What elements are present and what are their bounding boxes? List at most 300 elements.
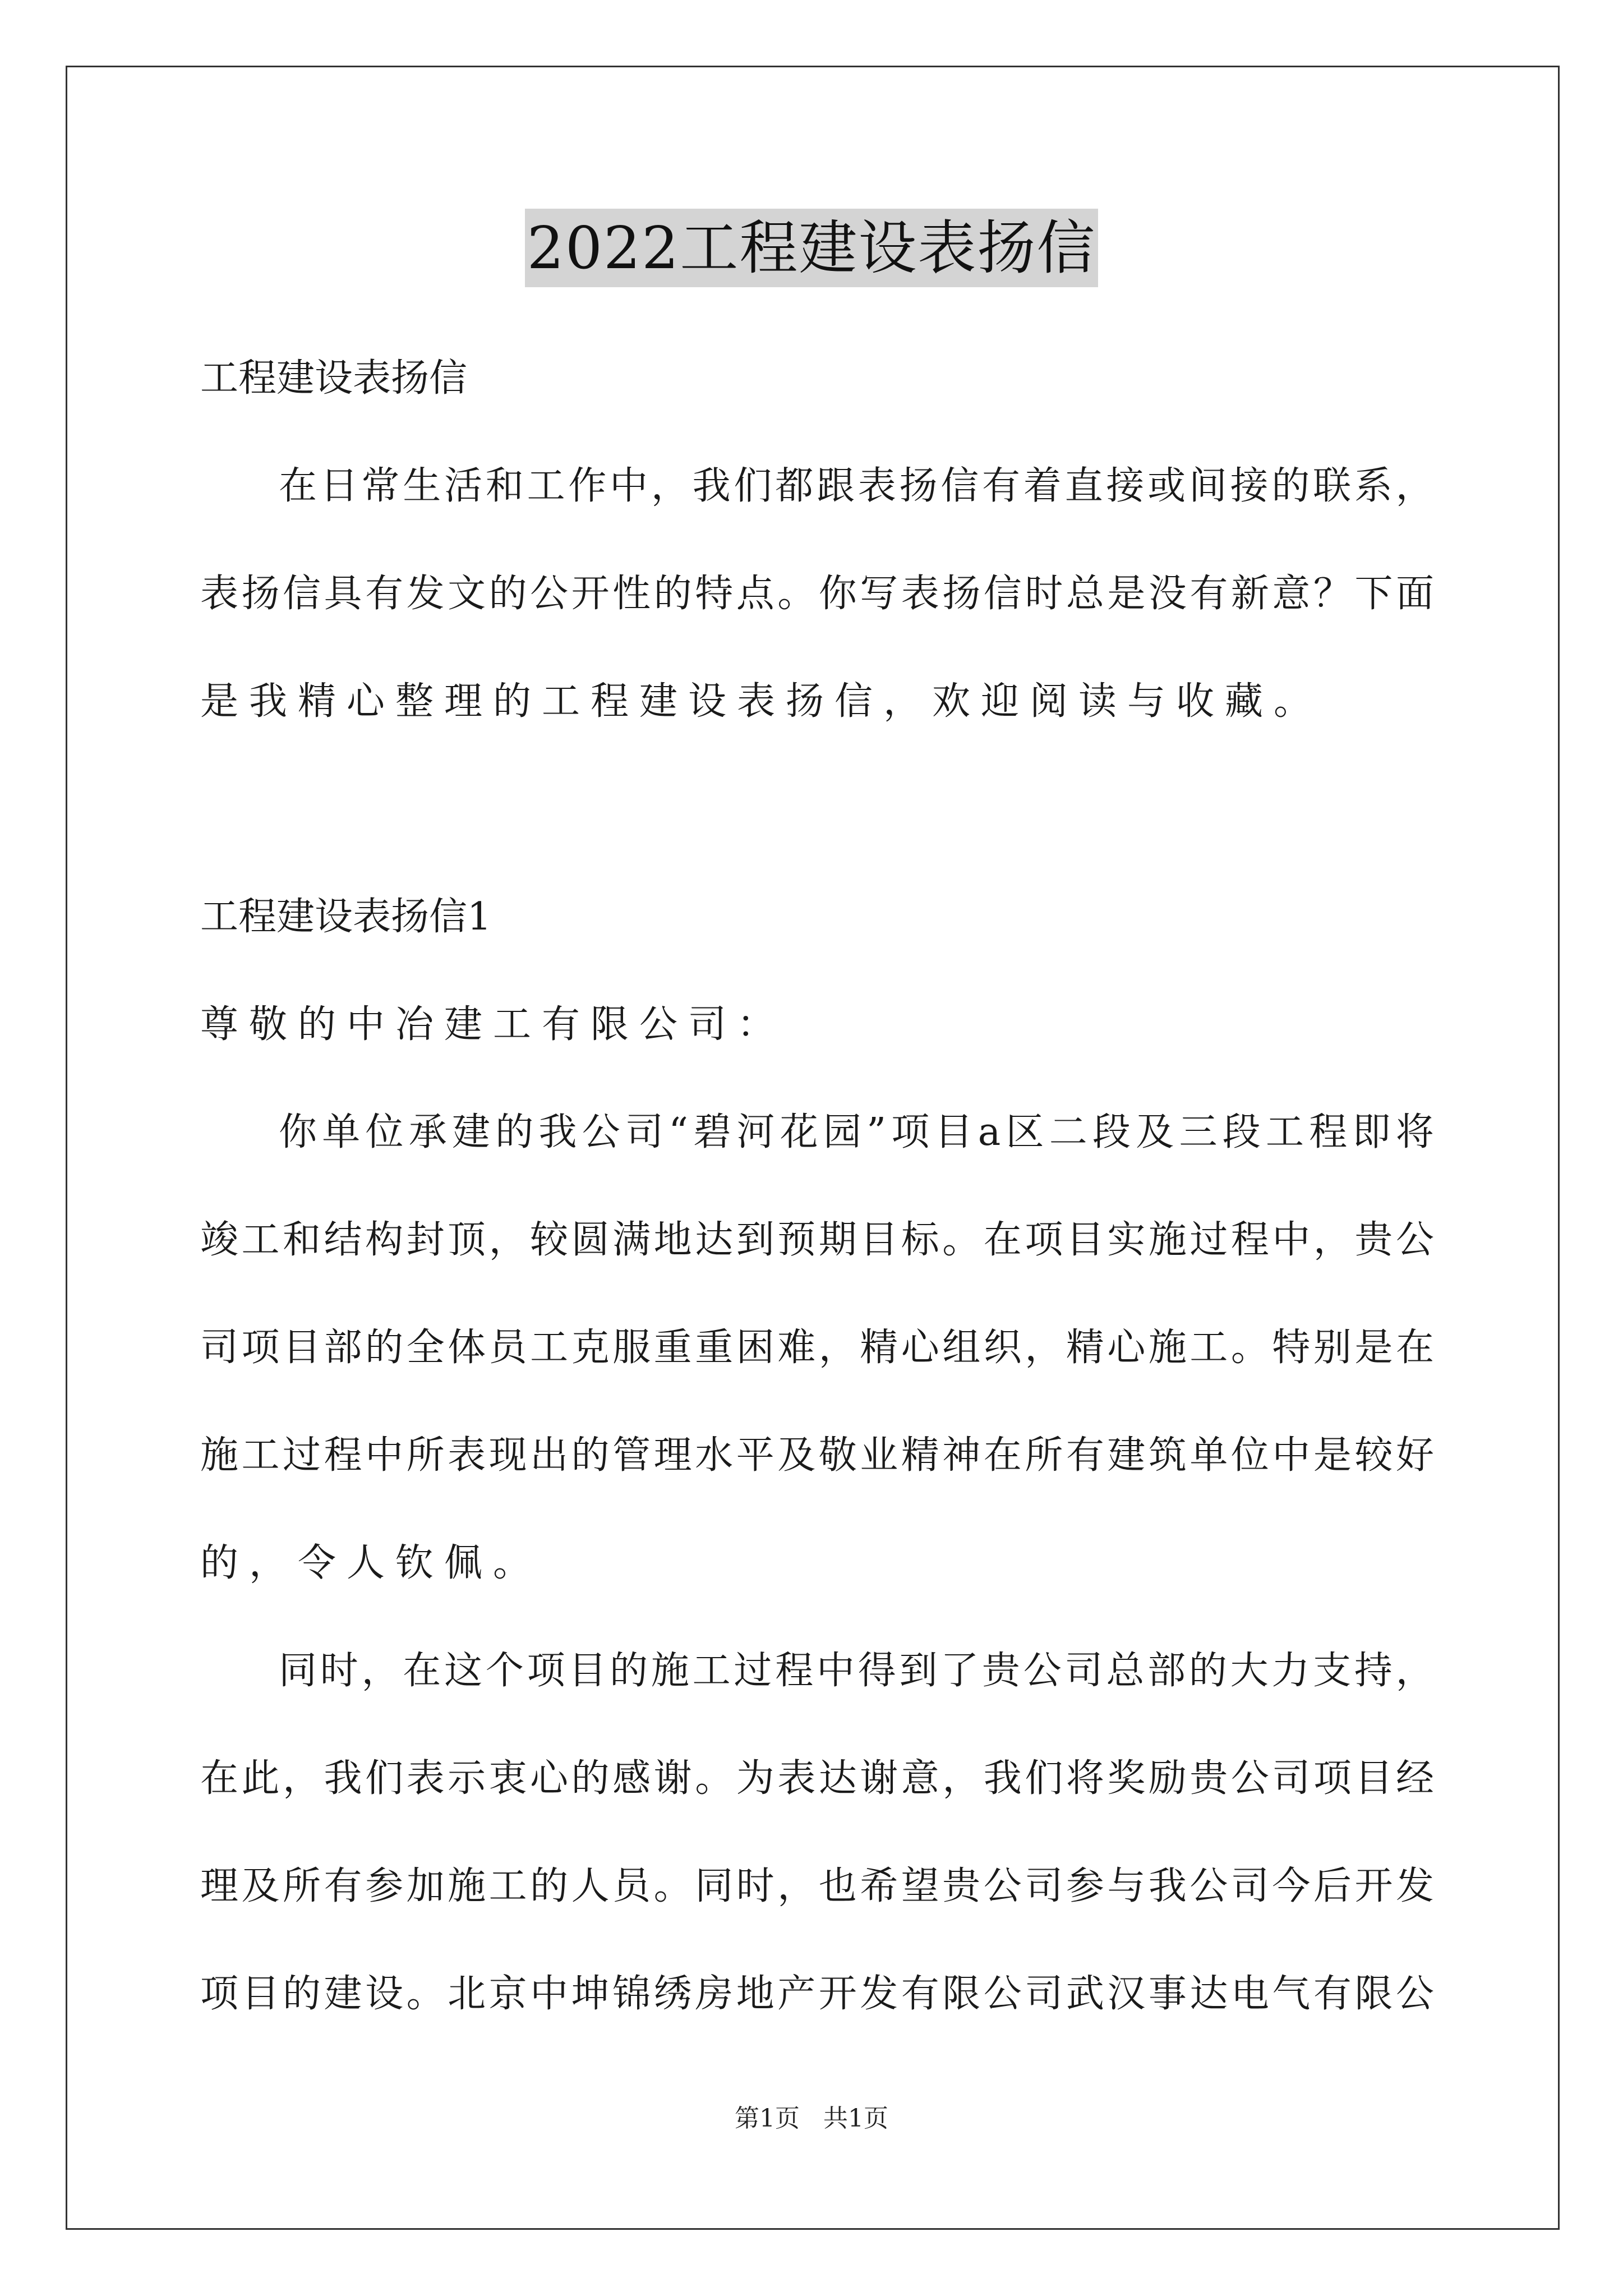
glyph: 在	[279, 464, 317, 508]
glyph: 司	[625, 1110, 664, 1154]
glyph: 的	[571, 1433, 610, 1478]
glyph: 支	[1313, 1649, 1352, 1693]
glyph: 司	[1025, 1972, 1063, 2016]
glyph: 达	[1189, 1972, 1228, 2016]
glyph: 单	[1189, 1433, 1228, 1478]
paragraph-line	[200, 1419, 1434, 1527]
glyph: 意	[1272, 572, 1311, 616]
glyph: 大	[1230, 1649, 1269, 1693]
glyph: 的	[488, 572, 527, 616]
glyph: 理	[200, 1864, 239, 1908]
glyph: 的	[653, 572, 692, 616]
glyph: 项	[241, 1326, 280, 1370]
glyph: ，	[283, 1756, 321, 1801]
glyph: 产	[777, 1972, 816, 2016]
glyph: 加	[406, 1864, 445, 1908]
glyph: 所	[283, 1864, 321, 1908]
glyph: 我	[692, 464, 731, 508]
glyph: 我	[324, 1756, 362, 1801]
intro-line	[200, 450, 1434, 558]
glyph: 难	[777, 1326, 816, 1370]
glyph: 克	[571, 1326, 610, 1370]
glyph: 预	[777, 1218, 816, 1262]
glyph: 谢	[860, 1756, 898, 1801]
glyph: 与	[1107, 1864, 1146, 1908]
glyph: 即	[1352, 1110, 1391, 1154]
glyph: 织	[983, 1326, 1022, 1370]
glyph: 所	[1025, 1433, 1063, 1478]
glyph: 花	[780, 1110, 818, 1154]
glyph: 感	[612, 1756, 651, 1801]
glyph: 施	[448, 1864, 486, 1908]
glyph: 目	[860, 1218, 898, 1262]
glyph: 有	[982, 464, 1021, 508]
glyph: 工	[241, 1433, 280, 1478]
glyph: 常	[361, 464, 400, 508]
glyph: 公	[582, 1110, 620, 1154]
glyph: 管	[612, 1433, 651, 1478]
glyph: 贵	[1354, 1218, 1393, 1262]
glyph: 构	[365, 1218, 404, 1262]
glyph: 较	[1354, 1433, 1393, 1478]
glyph: 区	[1006, 1110, 1044, 1154]
glyph: 奖	[1107, 1756, 1146, 1801]
page-footer: 第1页 共1页	[735, 2104, 888, 2133]
glyph: 特	[1272, 1326, 1311, 1370]
glyph: 施	[200, 1433, 239, 1478]
glyph: 扬	[942, 572, 981, 616]
glyph: 位	[1230, 1433, 1269, 1478]
glyph: 直	[1064, 464, 1103, 508]
glyph: 们	[365, 1756, 404, 1801]
glyph: 系	[1354, 464, 1393, 508]
glyph: 工	[1266, 1110, 1304, 1154]
glyph: 个	[485, 1649, 524, 1693]
glyph: 间	[1188, 464, 1227, 508]
glyph: 意	[901, 1756, 939, 1801]
glyph: 。	[777, 572, 816, 616]
glyph: 坤	[571, 1972, 610, 2016]
glyph: 项	[891, 1110, 930, 1154]
glyph: 面	[1395, 572, 1434, 616]
glyph: 园	[823, 1110, 862, 1154]
glyph: 都	[775, 464, 814, 508]
glyph: 气	[1272, 1972, 1311, 2016]
glyph: 重	[695, 1326, 734, 1370]
glyph: 贵	[982, 1649, 1021, 1693]
glyph: 接	[1230, 464, 1269, 508]
glyph: ，	[1313, 1218, 1352, 1262]
glyph: 在	[403, 1649, 441, 1693]
glyph: 时	[1025, 572, 1063, 616]
subtitle: 工程建设表扬信	[200, 356, 468, 401]
glyph: 目	[283, 1326, 321, 1370]
glyph: 员	[612, 1864, 651, 1908]
glyph: 司	[1025, 1864, 1063, 1908]
glyph: 别	[1313, 1326, 1352, 1370]
glyph: 程	[775, 1649, 814, 1693]
glyph: 限	[942, 1972, 981, 2016]
glyph: 们	[734, 464, 772, 508]
glyph: 信	[940, 464, 979, 508]
glyph: 结	[324, 1218, 362, 1262]
glyph: 工	[488, 1864, 527, 1908]
glyph: 设	[365, 1972, 404, 2016]
glyph: 经	[1395, 1756, 1434, 1801]
glyph: ，	[1025, 1326, 1063, 1370]
paragraph-line: 的，令人钦佩。	[200, 1541, 542, 1585]
glyph: 持	[1354, 1649, 1393, 1693]
glyph: 绣	[653, 1972, 692, 2016]
glyph: 单	[322, 1110, 361, 1154]
glyph: 司	[1230, 1864, 1269, 1908]
glyph: 理	[653, 1433, 692, 1478]
glyph: 也	[818, 1864, 857, 1908]
intro-line	[200, 558, 1434, 665]
glyph: 精	[860, 1326, 898, 1370]
glyph: 公	[1395, 1972, 1434, 2016]
glyph: 京	[488, 1972, 527, 2016]
spacer	[200, 773, 1434, 881]
paragraph-line	[200, 1096, 1434, 1204]
glyph: 的	[365, 1326, 404, 1370]
glyph: 总	[1106, 1649, 1145, 1693]
glyph: 此	[241, 1756, 280, 1801]
glyph: 的	[571, 1756, 610, 1801]
glyph: 谢	[653, 1756, 692, 1801]
glyph: 施	[1148, 1326, 1187, 1370]
glyph: ，	[651, 464, 689, 508]
glyph: 部	[1147, 1649, 1186, 1693]
glyph: 同	[279, 1649, 317, 1693]
glyph: 文	[448, 572, 486, 616]
glyph: 的	[610, 1649, 648, 1693]
glyph: 表	[857, 464, 896, 508]
glyph: 扬	[899, 464, 938, 508]
glyph: 接	[1106, 464, 1145, 508]
glyph: 部	[324, 1326, 362, 1370]
glyph: 发	[406, 572, 445, 616]
glyph: 所	[406, 1433, 445, 1478]
glyph: 工	[692, 1649, 731, 1693]
glyph: 励	[1148, 1756, 1187, 1801]
glyph: 到	[899, 1649, 938, 1693]
title-area	[0, 209, 1623, 287]
glyph: 和	[485, 464, 524, 508]
glyph: 的	[495, 1110, 534, 1154]
glyph: 中	[1272, 1218, 1311, 1262]
glyph: 表	[901, 572, 939, 616]
glyph: 公	[983, 1864, 1022, 1908]
glyph: 贵	[942, 1864, 981, 1908]
glyph: 是	[1313, 1433, 1352, 1478]
glyph: 跟	[816, 464, 855, 508]
glyph: 人	[571, 1864, 610, 1908]
glyph: 在	[1395, 1326, 1434, 1370]
paragraph-line	[200, 1958, 1434, 2065]
glyph: 的	[530, 1864, 569, 1908]
paragraph-line	[200, 1312, 1434, 1419]
glyph: 达	[818, 1756, 857, 1801]
glyph: 公	[1230, 1756, 1269, 1801]
glyph: 碧	[693, 1110, 732, 1154]
glyph: 项	[200, 1972, 239, 2016]
salutation: 尊敬的中冶建工有限公司：	[200, 1002, 786, 1047]
glyph: 工	[241, 1218, 280, 1262]
glyph: 好	[1395, 1433, 1434, 1478]
glyph: 们	[1025, 1756, 1063, 1801]
glyph: 联	[1313, 464, 1352, 508]
glyph: 示	[448, 1756, 486, 1801]
glyph: 有	[1313, 1972, 1352, 2016]
glyph: 性	[612, 572, 651, 616]
glyph: ，	[942, 1756, 981, 1801]
glyph: 参	[365, 1864, 404, 1908]
glyph: 在	[983, 1218, 1022, 1262]
glyph: a	[978, 1110, 1001, 1154]
glyph: 工	[1189, 1326, 1228, 1370]
glyph: 总	[1066, 572, 1104, 616]
glyph: 公	[1189, 1864, 1228, 1908]
glyph: 筑	[1148, 1433, 1187, 1478]
glyph: 满	[612, 1218, 651, 1262]
glyph: 目	[568, 1649, 607, 1693]
glyph: 汉	[1107, 1972, 1146, 2016]
glyph: 心	[901, 1326, 939, 1370]
glyph: 是	[1354, 1326, 1393, 1370]
glyph: 。	[942, 1218, 981, 1262]
glyph: ，	[777, 1864, 816, 1908]
glyph: 日	[320, 464, 358, 508]
glyph: 表	[777, 1756, 816, 1801]
glyph: 及	[1136, 1110, 1174, 1154]
glyph: 业	[860, 1433, 898, 1478]
glyph: 达	[695, 1218, 734, 1262]
glyph: 有	[901, 1972, 939, 2016]
glyph: 限	[1354, 1972, 1393, 2016]
glyph: 公	[530, 572, 569, 616]
glyph: 发	[1395, 1864, 1434, 1908]
document-body	[200, 342, 1434, 2065]
glyph: 现	[488, 1433, 527, 1478]
glyph: 时	[736, 1864, 774, 1908]
glyph: 项	[1313, 1756, 1352, 1801]
glyph: 我	[1148, 1864, 1187, 1908]
glyph: 的	[1188, 1649, 1227, 1693]
glyph: 有	[324, 1864, 362, 1908]
glyph: 有	[1189, 572, 1228, 616]
glyph: 这	[444, 1649, 483, 1693]
glyph: 服	[612, 1326, 651, 1370]
glyph: 有	[365, 572, 404, 616]
glyph: 过	[283, 1433, 321, 1478]
glyph: 心	[530, 1756, 569, 1801]
glyph: 和	[283, 1218, 321, 1262]
glyph: 竣	[200, 1218, 239, 1262]
glyph: 公	[983, 1972, 1022, 2016]
glyph: 项	[1025, 1218, 1063, 1262]
glyph: 信	[283, 572, 321, 616]
glyph: 将	[1066, 1756, 1104, 1801]
glyph: 将	[1395, 1110, 1434, 1154]
glyph: 精	[901, 1433, 939, 1478]
glyph: 建	[324, 1972, 362, 2016]
glyph: 扬	[241, 572, 280, 616]
glyph: ，	[818, 1326, 857, 1370]
glyph: 。	[406, 1972, 445, 2016]
glyph: 你	[818, 572, 857, 616]
glyph: ，	[1395, 1649, 1434, 1693]
glyph: 的	[283, 1972, 321, 2016]
glyph: 同	[695, 1864, 734, 1908]
glyph: 的	[1271, 464, 1310, 508]
glyph: 活	[444, 464, 483, 508]
glyph: 司	[1064, 1649, 1103, 1693]
glyph: 锦	[612, 1972, 651, 2016]
glyph: 力	[1271, 1649, 1310, 1693]
glyph: 开	[571, 572, 610, 616]
glyph: 承	[408, 1110, 447, 1154]
glyph: 河	[736, 1110, 775, 1154]
glyph: 位	[365, 1110, 404, 1154]
glyph: 体	[448, 1326, 486, 1370]
glyph: 衷	[488, 1756, 527, 1801]
glyph: 为	[736, 1756, 774, 1801]
glyph: 及	[241, 1864, 280, 1908]
glyph: 过	[1189, 1218, 1228, 1262]
glyph: 开	[818, 1972, 857, 2016]
glyph: 公	[1023, 1649, 1062, 1693]
glyph: 。	[653, 1864, 692, 1908]
glyph: 组	[942, 1326, 981, 1370]
glyph: 点	[736, 572, 774, 616]
glyph: 没	[1148, 572, 1187, 616]
glyph: 平	[736, 1433, 774, 1478]
glyph: 施	[1148, 1218, 1187, 1262]
glyph: 施	[651, 1649, 689, 1693]
glyph: 精	[1066, 1326, 1104, 1370]
paragraph-line	[200, 1635, 1434, 1742]
intro-line: 是我精心整理的工程建设表扬信，欢迎阅读与收藏。	[200, 679, 1323, 724]
paragraph-line	[200, 1850, 1434, 1958]
section-heading: 工程建设表扬信1	[200, 895, 492, 939]
glyph: 程	[1230, 1218, 1269, 1262]
glyph: 是	[1107, 572, 1146, 616]
glyph: 电	[1230, 1972, 1269, 2016]
glyph: 中	[530, 1972, 569, 2016]
glyph: 二	[1049, 1110, 1087, 1154]
glyph: 表	[448, 1433, 486, 1478]
glyph: 段	[1222, 1110, 1261, 1154]
glyph: 发	[860, 1972, 898, 2016]
glyph: 特	[695, 572, 734, 616]
glyph: 及	[777, 1433, 816, 1478]
glyph: 参	[1066, 1864, 1104, 1908]
glyph: 程	[324, 1433, 362, 1478]
glyph: 心	[1107, 1326, 1146, 1370]
glyph: 北	[448, 1972, 486, 2016]
glyph: 希	[860, 1864, 898, 1908]
glyph: ”	[866, 1110, 887, 1154]
glyph: 司	[200, 1326, 239, 1370]
glyph: 工	[527, 464, 565, 508]
glyph: 贵	[1189, 1756, 1228, 1801]
glyph: 地	[653, 1218, 692, 1262]
glyph: 目	[241, 1972, 280, 2016]
glyph: 信	[983, 572, 1022, 616]
glyph: 目	[934, 1110, 973, 1154]
glyph: 目	[1066, 1218, 1104, 1262]
glyph: 表	[200, 572, 239, 616]
document-title: 2022工程建设表扬信	[525, 209, 1099, 287]
glyph: 中	[816, 1649, 855, 1693]
glyph: 段	[1092, 1110, 1131, 1154]
glyph: 写	[860, 572, 898, 616]
glyph: 员	[488, 1326, 527, 1370]
glyph: 中	[610, 464, 648, 508]
glyph: 到	[736, 1218, 774, 1262]
glyph: 时	[320, 1649, 358, 1693]
glyph: ？	[1313, 572, 1352, 616]
glyph: 实	[1107, 1218, 1146, 1262]
glyph: 或	[1147, 464, 1186, 508]
glyph: 作	[568, 464, 607, 508]
glyph: 下	[1354, 572, 1393, 616]
glyph: 建	[1107, 1433, 1146, 1478]
glyph: 建	[452, 1110, 491, 1154]
glyph: 中	[1272, 1433, 1311, 1478]
glyph: 中	[365, 1433, 404, 1478]
glyph: 房	[695, 1972, 734, 2016]
glyph: 今	[1272, 1864, 1311, 1908]
glyph: 司	[1272, 1756, 1311, 1801]
glyph: 我	[538, 1110, 577, 1154]
glyph: “	[668, 1110, 689, 1154]
glyph: 着	[1023, 464, 1062, 508]
glyph: 困	[736, 1326, 774, 1370]
glyph: 圆	[571, 1218, 610, 1262]
glyph: 工	[530, 1326, 569, 1370]
glyph: 较	[530, 1218, 569, 1262]
glyph: 过	[734, 1649, 772, 1693]
glyph: 地	[736, 1972, 774, 2016]
glyph: 开	[1354, 1864, 1393, 1908]
glyph: 新	[1230, 572, 1269, 616]
glyph: 封	[406, 1218, 445, 1262]
glyph: 程	[1309, 1110, 1348, 1154]
glyph: 标	[901, 1218, 939, 1262]
glyph: 项	[527, 1649, 565, 1693]
glyph: 表	[406, 1756, 445, 1801]
glyph: 得	[857, 1649, 896, 1693]
glyph: 具	[324, 572, 362, 616]
paragraph-line	[200, 1204, 1434, 1312]
glyph: 事	[1148, 1972, 1187, 2016]
glyph: 后	[1313, 1864, 1352, 1908]
glyph: 望	[901, 1864, 939, 1908]
glyph: 了	[940, 1649, 979, 1693]
glyph: 生	[403, 464, 441, 508]
glyph: 全	[406, 1326, 445, 1370]
paragraph-line	[200, 1742, 1434, 1850]
glyph: 顶	[448, 1218, 486, 1262]
glyph: ，	[1395, 464, 1434, 508]
glyph: ，	[488, 1218, 527, 1262]
glyph: 出	[530, 1433, 569, 1478]
glyph: 武	[1066, 1972, 1104, 2016]
glyph: 。	[695, 1756, 734, 1801]
glyph: 在	[200, 1756, 239, 1801]
